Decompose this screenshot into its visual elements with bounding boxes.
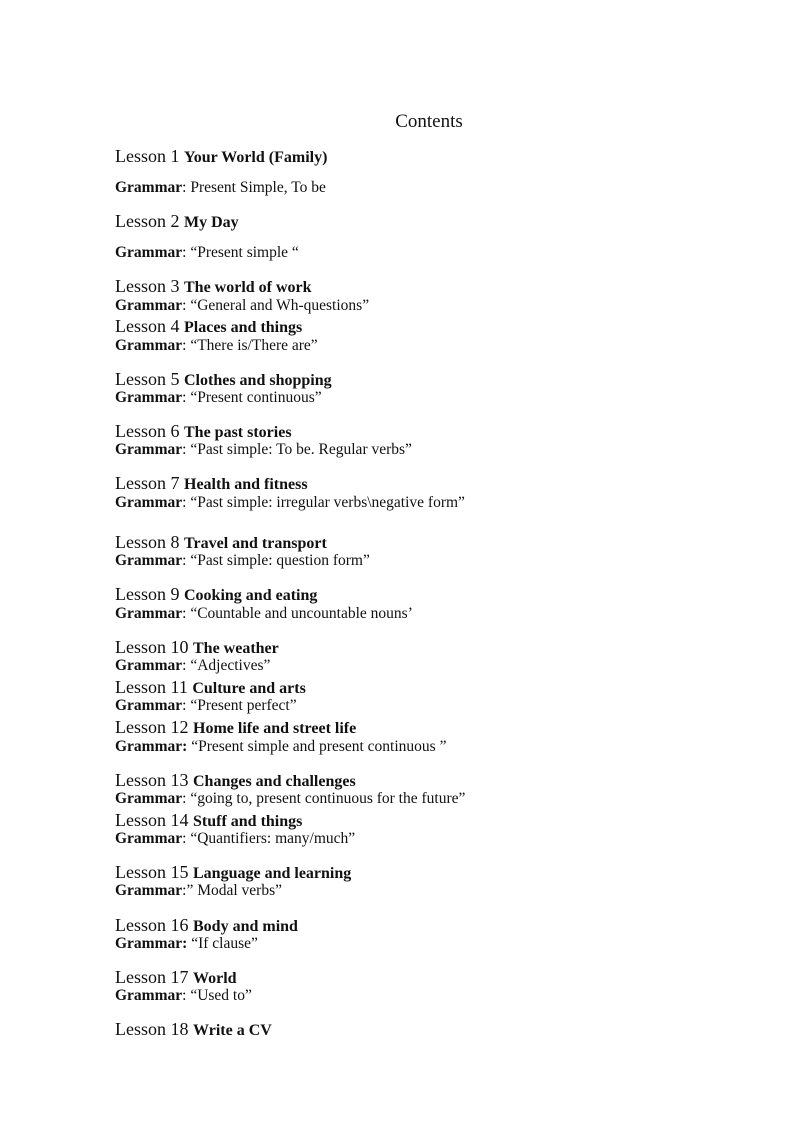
- grammar-line: [115, 551, 370, 571]
- lesson-number: Lesson 14: [115, 810, 189, 830]
- grammar-line: [115, 440, 412, 460]
- grammar-text: : “Present continuous”: [182, 389, 322, 406]
- lesson-title: Language and learning: [193, 865, 352, 882]
- grammar-label: Grammar: [115, 697, 183, 714]
- page-title: Contents: [395, 111, 463, 132]
- grammar-label: Grammar: [115, 987, 183, 1004]
- grammar-text: “Present simple and present continuous ”: [187, 738, 447, 755]
- lesson-number: Lesson 7: [115, 473, 180, 493]
- lesson-heading: [115, 145, 327, 169]
- grammar-line: [115, 336, 318, 356]
- lesson-title: Changes and challenges: [193, 773, 356, 790]
- grammar-text: : “Quantifiers: many/much”: [182, 830, 356, 847]
- lesson-title: The world of work: [184, 279, 312, 296]
- grammar-line: [115, 388, 322, 408]
- grammar-line: [115, 493, 465, 513]
- lesson-number: Lesson 8: [115, 532, 180, 552]
- lesson-number: Lesson 11: [115, 677, 188, 697]
- lesson-heading: [115, 1018, 272, 1042]
- grammar-line: [115, 737, 446, 757]
- grammar-label: Grammar: [115, 441, 183, 458]
- lesson-number: Lesson 4: [115, 316, 180, 336]
- grammar-text: : “Countable and uncountable nouns’: [182, 605, 413, 622]
- grammar-text: : “Past simple: question form”: [182, 552, 370, 569]
- grammar-text: : “Past simple: irregular verbs\negative form”: [182, 494, 465, 511]
- grammar-text: :” Modal verbs”: [182, 882, 282, 899]
- grammar-text: : “There is/There are”: [182, 337, 318, 354]
- grammar-label: Grammar: [115, 494, 183, 511]
- grammar-text: : “Used to”: [182, 987, 252, 1004]
- lesson-title: Travel and transport: [184, 535, 327, 552]
- lesson-title: World: [193, 970, 237, 987]
- grammar-label: Grammar: [115, 830, 183, 847]
- lesson-number: Lesson 16: [115, 915, 189, 935]
- grammar-line: [115, 934, 258, 954]
- grammar-text: : “Past simple: To be. Regular verbs”: [182, 441, 412, 458]
- grammar-label: Grammar: [115, 790, 183, 807]
- grammar-label: Grammar:: [115, 935, 188, 952]
- lesson-number: Lesson 3: [115, 276, 180, 296]
- lesson-number: Lesson 9: [115, 584, 180, 604]
- lesson-title: Your World (Family): [184, 149, 328, 166]
- grammar-label: Grammar: [115, 244, 183, 261]
- grammar-text: : “Present perfect”: [182, 697, 297, 714]
- lesson-number: Lesson 10: [115, 637, 189, 657]
- lesson-number: Lesson 6: [115, 421, 180, 441]
- lesson-title: Places and things: [184, 319, 303, 336]
- lesson-number: Lesson 18: [115, 1019, 189, 1039]
- lesson-number: Lesson 5: [115, 369, 180, 389]
- grammar-label: Grammar: [115, 605, 183, 622]
- lesson-title: Stuff and things: [193, 813, 303, 830]
- grammar-text: : “Present simple “: [182, 244, 299, 261]
- grammar-text: : “Adjectives”: [182, 657, 271, 674]
- grammar-line: [115, 789, 465, 809]
- lesson-number: Lesson 13: [115, 770, 189, 790]
- grammar-label: Grammar: [115, 297, 183, 314]
- grammar-label: Grammar: [115, 179, 183, 196]
- lesson-number: Lesson 1: [115, 146, 180, 166]
- grammar-label: Grammar: [115, 337, 183, 354]
- lesson-title: Health and fitness: [184, 476, 308, 493]
- lesson-number: Lesson 17: [115, 967, 189, 987]
- grammar-label: Grammar:: [115, 738, 188, 755]
- lesson-title: Cooking and eating: [184, 587, 318, 604]
- lesson-title: Body and mind: [193, 918, 298, 935]
- grammar-label: Grammar: [115, 389, 183, 406]
- grammar-line: [115, 829, 355, 849]
- grammar-line: [115, 243, 299, 263]
- lesson-number: Lesson 12: [115, 717, 189, 737]
- grammar-label: Grammar: [115, 882, 183, 899]
- grammar-text: : “going to, present continuous for the future”: [182, 790, 466, 807]
- grammar-line: [115, 604, 413, 624]
- lesson-title: Clothes and shopping: [184, 372, 332, 389]
- grammar-line: [115, 696, 297, 716]
- lesson-heading: [115, 210, 239, 234]
- lesson-title: The weather: [193, 640, 279, 657]
- grammar-line: [115, 178, 326, 198]
- grammar-text: : “General and Wh-questions”: [182, 297, 370, 314]
- grammar-line: [115, 296, 369, 316]
- lesson-title: Home life and street life: [193, 720, 357, 737]
- lesson-title: The past stories: [184, 424, 292, 441]
- grammar-text: : Present Simple, To be: [182, 179, 326, 196]
- grammar-label: Grammar: [115, 657, 183, 674]
- grammar-text: “If clause”: [187, 935, 258, 952]
- lesson-number: Lesson 2: [115, 211, 180, 231]
- lesson-number: Lesson 15: [115, 862, 189, 882]
- grammar-line: [115, 656, 270, 676]
- grammar-line: [115, 881, 282, 901]
- grammar-line: [115, 986, 252, 1006]
- lesson-title: Write a CV: [193, 1022, 272, 1039]
- lesson-title: Culture and arts: [192, 680, 306, 697]
- grammar-label: Grammar: [115, 552, 183, 569]
- lesson-title: My Day: [184, 214, 239, 231]
